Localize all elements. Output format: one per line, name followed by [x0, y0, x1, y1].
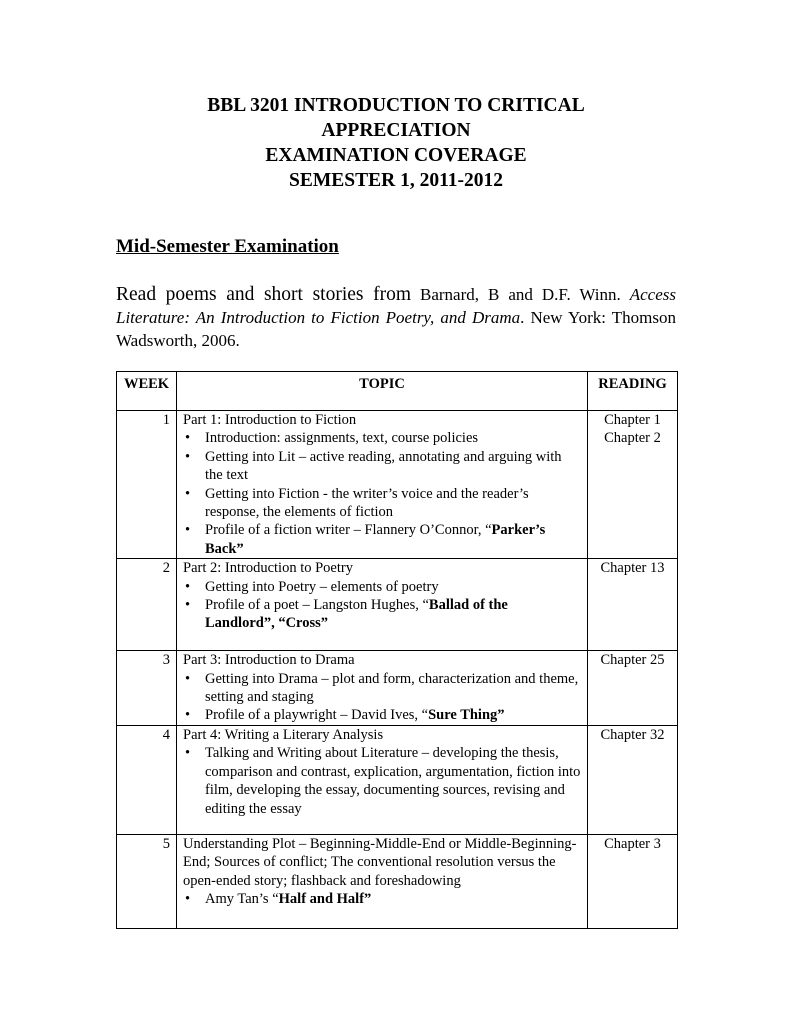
topic-bullets: [183, 744, 581, 818]
work-title: Half and Half”: [278, 891, 372, 908]
table-row: [117, 651, 678, 726]
chapter-ref: Chapter 25: [600, 652, 665, 669]
week-cell: 5: [117, 834, 177, 928]
topic-bullets: [183, 890, 581, 908]
week-cell: 2: [117, 559, 177, 651]
work-title: Parker’s Back”: [205, 522, 546, 557]
list-item: • Profile of a fiction writer – Flannery O’Connor, “Parker’s Back”: [205, 521, 581, 558]
list-item: • Profile of a playwright – David Ives, “Sure Thing”: [205, 706, 581, 724]
work-title: Ballad of the Landlord”, “Cross”: [205, 597, 508, 632]
topic-heading: Understanding Plot – Beginning-Middle-End or Middle-Beginning-End; Sources of conflict; The conventional resolution versus the open-ended story; flashback and foreshadowing: [183, 835, 577, 889]
intro-lead: Read poems and short stories from: [116, 284, 412, 305]
title-line: EXAMINATION COVERAGE: [265, 145, 527, 166]
topic-heading: Part 2: Introduction to Poetry: [183, 560, 353, 577]
chapter-ref: Chapter 3: [604, 835, 661, 852]
header-week: WEEK: [117, 372, 177, 411]
coverage-table: [116, 371, 678, 929]
intro-authors: Barnard, B and D.F. Winn.: [411, 285, 630, 304]
reading-cell: [588, 651, 678, 726]
title-line: BBL 3201 INTRODUCTION TO CRITICAL: [207, 95, 585, 116]
topic-cell: [177, 725, 588, 834]
list-item: • Getting into Fiction - the writer’s voice and the reader’s response, the elements of fiction: [205, 485, 581, 522]
chapter-ref: Chapter 2: [604, 430, 661, 447]
chapter-ref: Chapter 32: [600, 726, 665, 743]
topic-cell: [177, 559, 588, 651]
list-item: • Amy Tan’s “Half and Half”: [205, 890, 581, 908]
title-line: APPRECIATION: [321, 120, 471, 141]
topic-bullets: [183, 429, 581, 558]
reading-cell: [588, 725, 678, 834]
section-title: Mid-Semester Examination: [116, 236, 339, 257]
list-item: • Talking and Writing about Literature – developing the thesis, comparison and contrast, explication, argumentation, fiction into film, developing the essay, documenting sources, revising and editing the essay: [205, 744, 581, 818]
header-reading: READING: [588, 372, 678, 411]
topic-heading: Part 3: Introduction to Drama: [183, 652, 355, 669]
week-cell: 4: [117, 725, 177, 834]
table-header-row: [117, 372, 678, 411]
reading-cell: [588, 834, 678, 928]
topic-bullets: [183, 578, 581, 633]
intro-book-title: Access Literature: An Introduction to Fiction Poetry, and Drama: [116, 285, 676, 327]
list-item: • Profile of a poet – Langston Hughes, “Ballad of the Landlord”, “Cross”: [205, 596, 581, 633]
table-row: [117, 411, 678, 559]
intro-publisher: . New York: Thomson Wadsworth, 2006.: [116, 308, 676, 350]
chapter-ref: Chapter 13: [600, 560, 665, 577]
chapter-ref: Chapter 1: [604, 412, 661, 428]
list-item: • Getting into Drama – plot and form, characterization and theme, setting and staging: [205, 670, 581, 707]
reading-cell: [588, 411, 678, 559]
table-row: [117, 559, 678, 651]
topic-heading: Part 4: Writing a Literary Analysis: [183, 726, 384, 743]
work-title: Sure Thing”: [428, 707, 505, 724]
intro-paragraph: [116, 283, 676, 352]
topic-bullets: [183, 670, 581, 725]
list-item: • Introduction: assignments, text, course policies: [205, 429, 581, 447]
topic-cell: [177, 651, 588, 726]
week-cell: 3: [117, 651, 177, 726]
week-cell: 1: [117, 411, 177, 559]
reading-cell: [588, 559, 678, 651]
table-row: [117, 834, 678, 928]
topic-cell: [177, 411, 588, 559]
list-item: • Getting into Lit – active reading, annotating and arguing with the text: [205, 448, 581, 485]
title-line: SEMESTER 1, 2011-2012: [289, 170, 503, 191]
header-topic: TOPIC: [177, 372, 588, 411]
list-item: • Getting into Poetry – elements of poetry: [205, 578, 581, 596]
topic-cell: [177, 834, 588, 928]
table-row: [117, 725, 678, 834]
topic-heading: Part 1: Introduction to Fiction: [183, 412, 357, 428]
document-title: [116, 93, 676, 193]
